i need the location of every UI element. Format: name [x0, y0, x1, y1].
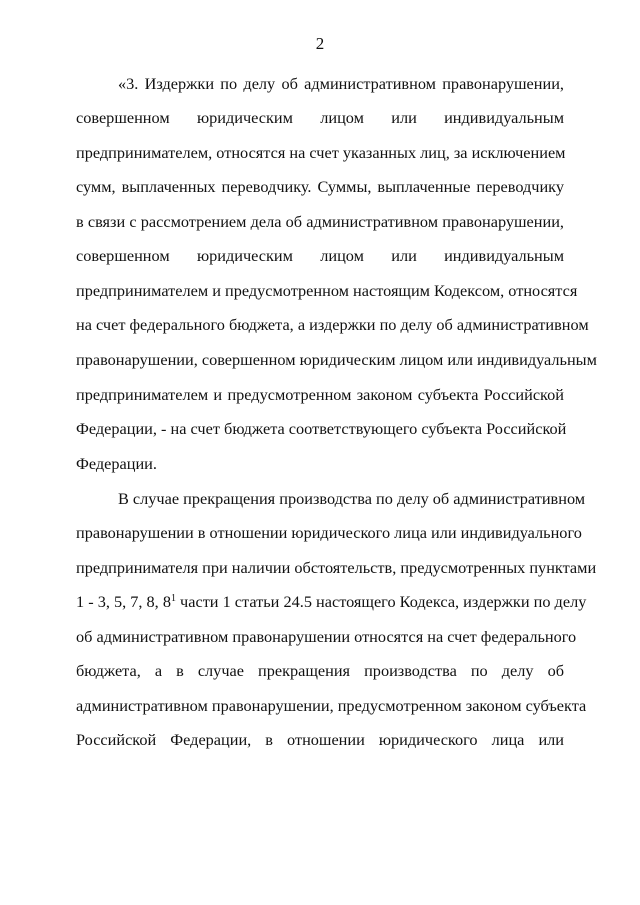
text-line-with-superscript: [76, 592, 587, 612]
text-line: бюджета, а в случае прекращения производства по делу об: [76, 661, 564, 680]
text-line: предпринимателем, относятся на счет указанных лиц, за исключением: [76, 143, 566, 162]
points-reference: 1 - 3, 5, 7, 8, 8: [76, 592, 171, 611]
text-line-remainder: части 1 статьи 24.5 настоящего Кодекса, издержки по делу: [180, 592, 587, 611]
text-line: Российской Федерации, в отношении юридического лица или: [76, 730, 564, 749]
page-number: 2: [315, 34, 325, 53]
text-line: «3. Издержки по делу об административном правонарушении,: [118, 74, 564, 93]
text-line: сумм, выплаченных переводчику. Суммы, выплаченные переводчику: [76, 177, 564, 196]
text-line: предпринимателем и предусмотренном законом субъекта Российской: [76, 385, 564, 404]
text-line: правонарушении в отношении юридического лица или индивидуального: [76, 523, 582, 542]
text-line: административном правонарушении, предусмотренном законом субъекта: [76, 696, 587, 715]
text-line: в связи с рассмотрением дела об административном правонарушении,: [76, 212, 564, 231]
text-line: предпринимателем и предусмотренном настоящим Кодексом, относятся: [76, 281, 578, 300]
superscript: 1: [170, 593, 176, 604]
text-line: В случае прекращения производства по делу об административном: [118, 489, 586, 508]
text-line: правонарушении, совершенном юридическим лицом или индивидуальным: [76, 350, 597, 369]
text-line: на счет федерального бюджета, а издержки по делу об административном: [76, 315, 589, 334]
text-line: об административном правонарушении относятся на счет федерального: [76, 627, 577, 646]
text-line: совершенном юридическим лицом или индивидуальным: [76, 108, 564, 127]
text-line: Федерации, - на счет бюджета соответствующего субъекта Российской: [76, 419, 567, 438]
text-line: Федерации.: [76, 454, 157, 473]
text-line: предпринимателя при наличии обстоятельств, предусмотренных пунктами: [76, 558, 597, 577]
text-line: совершенном юридическим лицом или индивидуальным: [76, 246, 564, 265]
